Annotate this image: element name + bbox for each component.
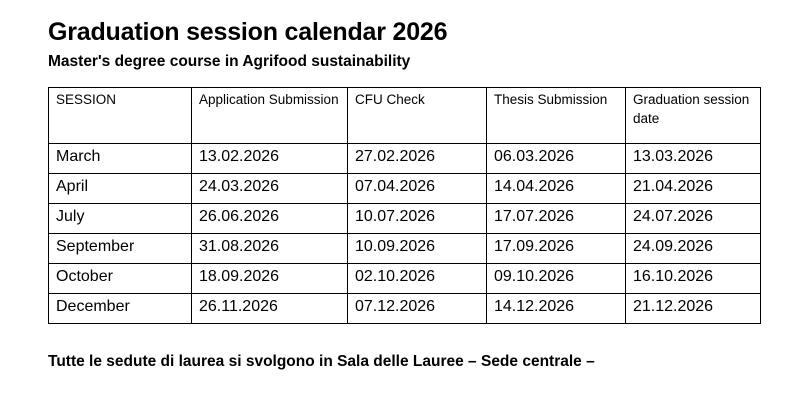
cell-graduation: 24.07.2026 bbox=[626, 204, 761, 234]
table-row bbox=[49, 204, 761, 234]
table-body bbox=[49, 144, 761, 324]
cell-cfu: 02.10.2026 bbox=[348, 264, 487, 294]
cell-thesis: 06.03.2026 bbox=[487, 144, 626, 174]
cell-thesis: 17.07.2026 bbox=[487, 204, 626, 234]
cell-graduation: 21.04.2026 bbox=[626, 174, 761, 204]
table-header-row bbox=[49, 88, 761, 144]
page-title: Graduation session calendar 2026 bbox=[48, 18, 448, 46]
column-header-graduation-session-date: Graduation session date bbox=[626, 88, 761, 144]
cell-session: September bbox=[49, 234, 192, 264]
cell-cfu: 10.09.2026 bbox=[348, 234, 487, 264]
column-header-thesis-submission: Thesis Submission bbox=[487, 88, 626, 144]
table-row bbox=[49, 174, 761, 204]
cell-thesis: 09.10.2026 bbox=[487, 264, 626, 294]
column-header-session: SESSION bbox=[49, 88, 192, 144]
graduation-calendar-table bbox=[48, 87, 761, 324]
cell-application: 13.02.2026 bbox=[192, 144, 348, 174]
cell-application: 24.03.2026 bbox=[192, 174, 348, 204]
page-subtitle: Master's degree course in Agrifood sustainability bbox=[48, 52, 411, 70]
cell-cfu: 07.04.2026 bbox=[348, 174, 487, 204]
cell-session: December bbox=[49, 294, 192, 324]
table-row bbox=[49, 264, 761, 294]
cell-cfu: 27.02.2026 bbox=[348, 144, 487, 174]
cell-graduation: 21.12.2026 bbox=[626, 294, 761, 324]
cell-graduation: 13.03.2026 bbox=[626, 144, 761, 174]
cell-session: March bbox=[49, 144, 192, 174]
table-row bbox=[49, 234, 761, 264]
column-header-cfu-check: CFU Check bbox=[348, 88, 487, 144]
cell-session: April bbox=[49, 174, 192, 204]
cell-application: 26.11.2026 bbox=[192, 294, 348, 324]
cell-cfu: 10.07.2026 bbox=[348, 204, 487, 234]
cell-thesis: 17.09.2026 bbox=[487, 234, 626, 264]
cell-graduation: 24.09.2026 bbox=[626, 234, 761, 264]
cell-thesis: 14.04.2026 bbox=[487, 174, 626, 204]
cell-graduation: 16.10.2026 bbox=[626, 264, 761, 294]
cell-session: July bbox=[49, 204, 192, 234]
footnote-text: Tutte le sedute di laurea si svolgono in Sala delle Lauree – Sede centrale – bbox=[48, 353, 595, 371]
cell-application: 26.06.2026 bbox=[192, 204, 348, 234]
cell-application: 31.08.2026 bbox=[192, 234, 348, 264]
cell-session: October bbox=[49, 264, 192, 294]
cell-cfu: 07.12.2026 bbox=[348, 294, 487, 324]
table-header bbox=[49, 88, 761, 144]
cell-thesis: 14.12.2026 bbox=[487, 294, 626, 324]
table-row bbox=[49, 294, 761, 324]
cell-application: 18.09.2026 bbox=[192, 264, 348, 294]
column-header-application-submission: Application Submission bbox=[192, 88, 348, 144]
table-row bbox=[49, 144, 761, 174]
